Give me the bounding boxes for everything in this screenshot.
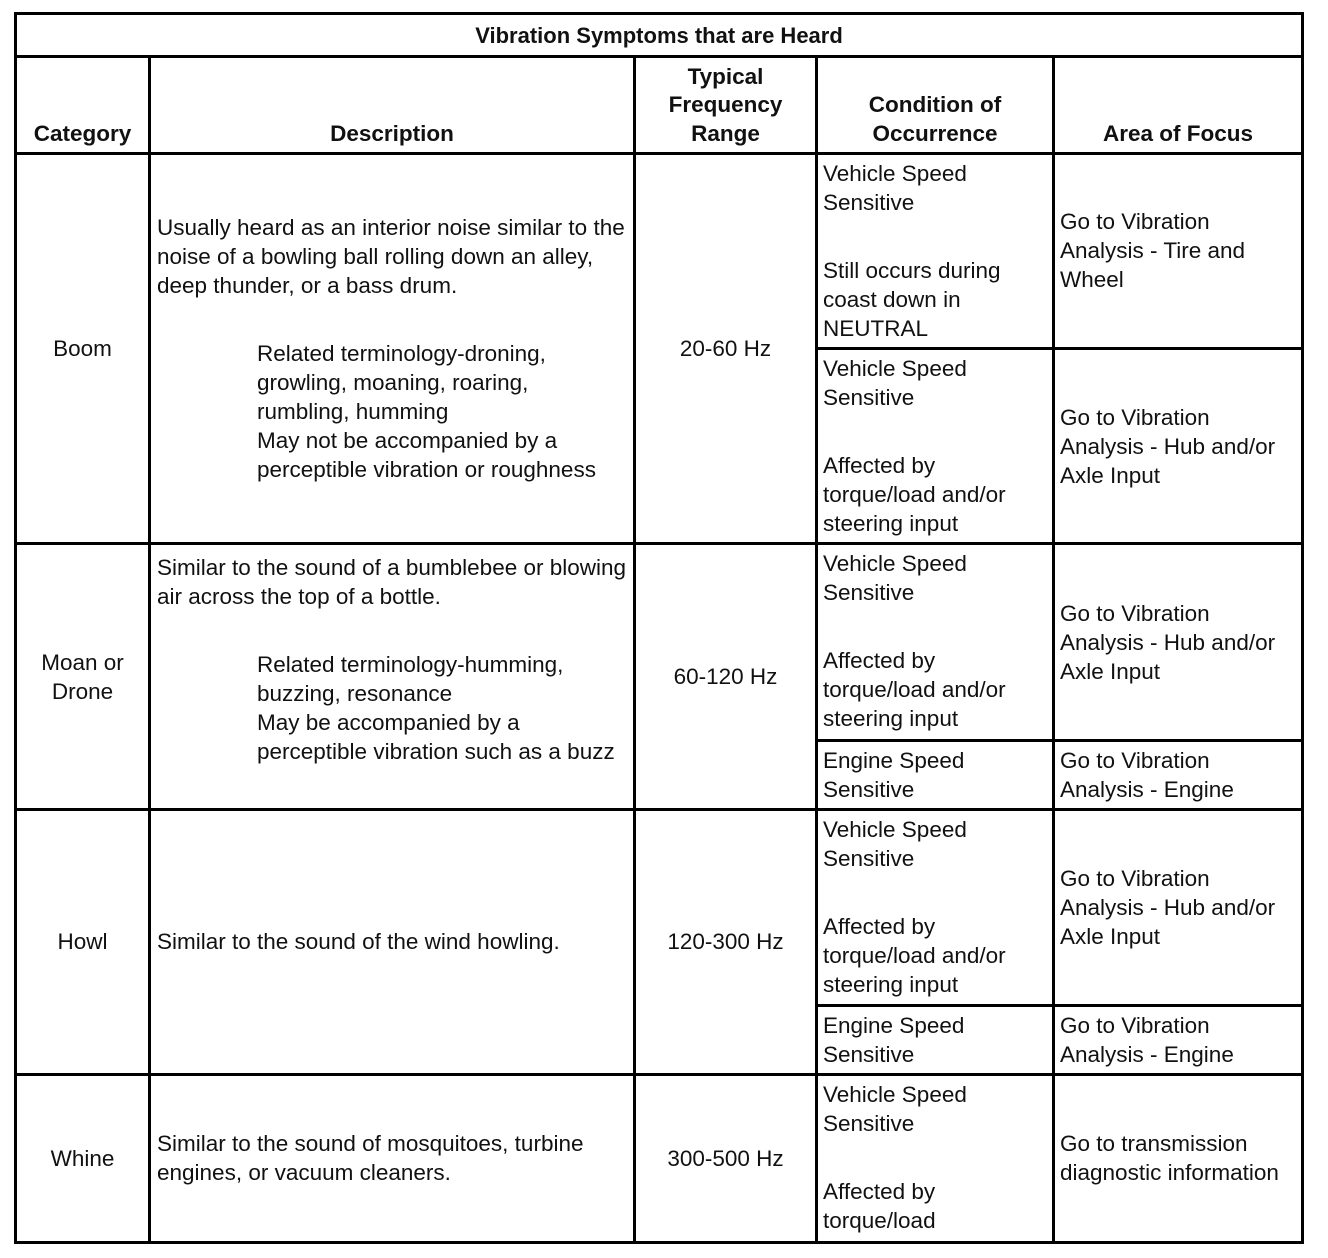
header-focus: Area of Focus	[1054, 57, 1303, 154]
description-cell	[150, 544, 635, 809]
table-row	[16, 154, 1303, 349]
condition-line2: Still occurs during coast down in NEUTRAL	[823, 258, 1001, 342]
focus-cell: Go to Vibration Analysis - Hub and/or Axle Input	[1054, 809, 1303, 1005]
frequency-cell: 20-60 Hz	[635, 154, 817, 544]
table-row	[16, 809, 1303, 1005]
condition-cell: Engine Speed Sensitive	[817, 740, 1054, 809]
condition-line2: Affected by torque/load and/or steering input	[823, 453, 1006, 537]
description-cell: Similar to the sound of the wind howling.	[150, 809, 635, 1074]
focus-cell: Go to Vibration Analysis - Engine	[1054, 740, 1303, 809]
table-row	[16, 544, 1303, 740]
description-cell: Similar to the sound of mosquitoes, turbine engines, or vacuum cleaners.	[150, 1074, 635, 1242]
focus-cell: Go to Vibration Analysis - Hub and/or Axle Input	[1054, 349, 1303, 544]
condition-line2: Affected by torque/load and/or steering input	[823, 913, 1006, 997]
condition-line1: Vehicle Speed Sensitive	[823, 1081, 967, 1136]
category-cell: Boom	[16, 154, 150, 544]
description-cell	[150, 154, 635, 544]
condition-line2: Affected by torque/load and/or steering input	[823, 648, 1006, 732]
frequency-cell: 60-120 Hz	[635, 544, 817, 809]
header-condition-line1: Condition of	[868, 92, 1002, 118]
condition-line1: Vehicle Speed Sensitive	[823, 356, 967, 411]
category-cell	[16, 544, 150, 809]
focus-cell: Go to Vibration Analysis - Hub and/or Axle Input	[1054, 544, 1303, 740]
description-text: Similar to the sound of a bumblebee or blowing air across the top of a bottle.	[157, 555, 627, 610]
condition-line1: Vehicle Speed Sensitive	[823, 551, 967, 606]
description-text: Usually heard as an interior noise similar to the noise of a bowling ball rolling down an alley, deep thunder, or a bass drum.	[157, 215, 625, 299]
table-row	[16, 1074, 1303, 1242]
accompanied-note: May be accompanied by a perceptible vibration such as a buzz	[257, 710, 615, 765]
focus-cell: Go to Vibration Analysis - Tire and Wheel	[1054, 154, 1303, 349]
focus-cell: Go to Vibration Analysis - Engine	[1054, 1005, 1303, 1074]
condition-cell	[817, 349, 1054, 544]
vibration-symptoms-table	[14, 12, 1304, 1244]
header-condition-line2: Occurrence	[872, 120, 998, 146]
condition-cell: Engine Speed Sensitive	[817, 1005, 1054, 1074]
condition-cell	[817, 1074, 1054, 1242]
related-terminology: Related terminology-humming, buzzing, resonance	[257, 652, 564, 707]
condition-line1: Vehicle Speed Sensitive	[823, 816, 967, 871]
category-cell: Howl	[16, 809, 150, 1074]
frequency-cell: 300-500 Hz	[635, 1074, 817, 1242]
header-category: Category	[16, 57, 150, 154]
header-condition	[817, 57, 1054, 154]
header-frequency	[635, 57, 817, 154]
condition-cell	[817, 154, 1054, 349]
header-frequency-line1: Typical	[687, 63, 764, 89]
frequency-cell: 120-300 Hz	[635, 809, 817, 1074]
condition-line2: Affected by torque/load	[823, 1178, 936, 1233]
condition-cell	[817, 544, 1054, 740]
header-frequency-line2: Frequency	[668, 92, 783, 118]
category-cell: Whine	[16, 1074, 150, 1242]
table-title: Vibration Symptoms that are Heard	[16, 14, 1303, 57]
category-line2: Drone	[51, 678, 114, 704]
header-description: Description	[150, 57, 635, 154]
header-frequency-line3: Range	[691, 120, 760, 146]
accompanied-note: May not be accompanied by a perceptible vibration or roughness	[257, 428, 596, 483]
category-line1: Moan or	[41, 649, 124, 675]
related-terminology: Related terminology-droning, growling, moaning, roaring, rumbling, humming	[257, 341, 546, 425]
condition-cell	[817, 809, 1054, 1005]
focus-cell: Go to transmission diagnostic information	[1054, 1074, 1303, 1242]
condition-line1: Vehicle Speed Sensitive	[823, 161, 967, 216]
